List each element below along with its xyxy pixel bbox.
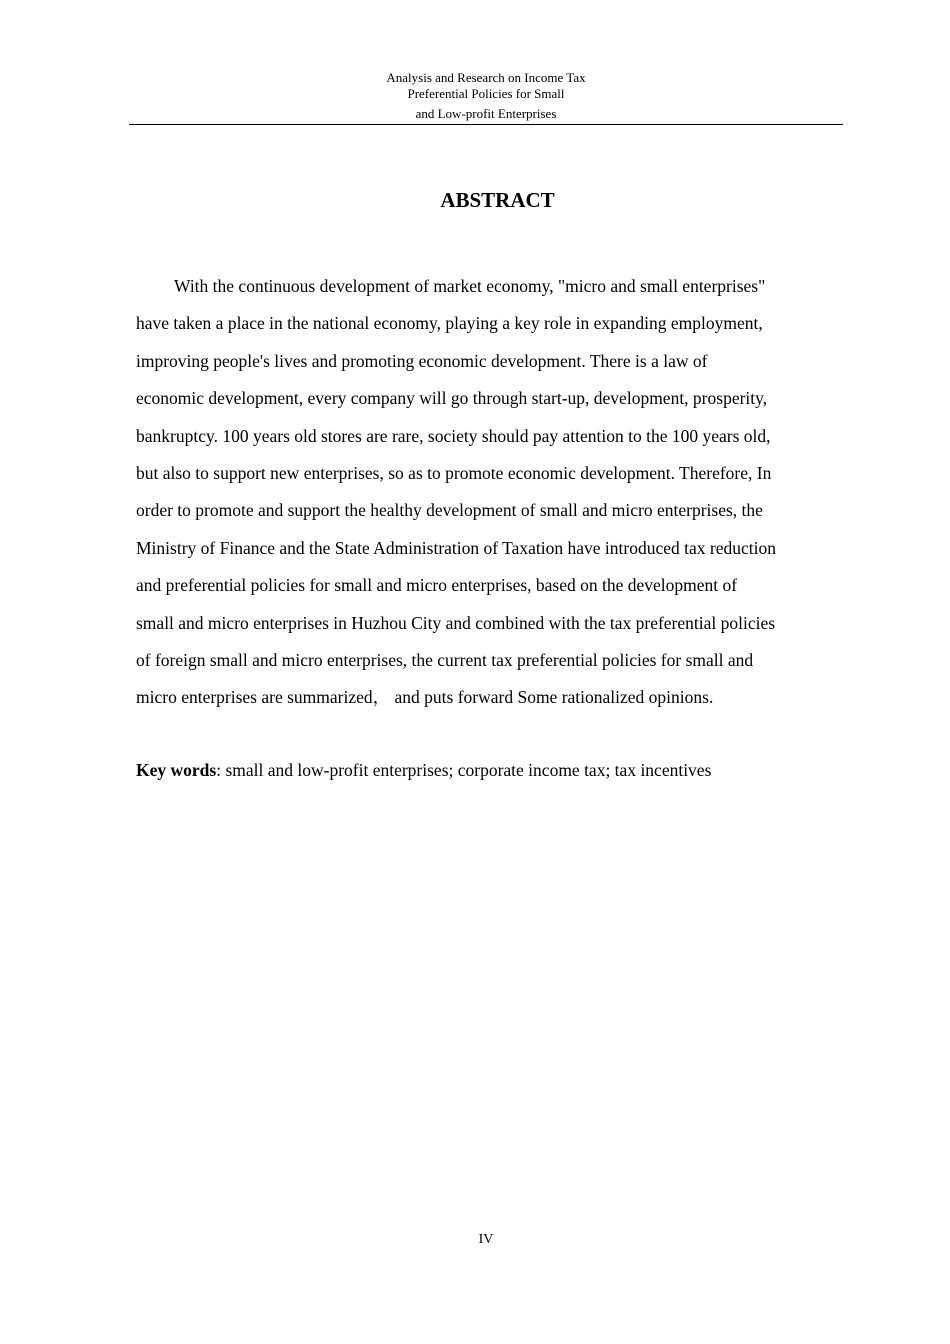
abstract-line: improving people's lives and promoting economic development. There is a law of [136, 350, 708, 371]
header-line: Preferential Policies for Small [407, 86, 565, 101]
abstract-line: and preferential policies for small and micro enterprises, based on the development of [136, 575, 738, 596]
abstract-line: micro enterprises are summarized， and puts forward Some rationalized opinions. [136, 687, 714, 708]
header-line: and Low-profit Enterprises [415, 106, 557, 121]
keywords-text: : small and low-profit enterprises; corporate income tax; tax incentives [216, 760, 712, 780]
abstract-line: have taken a place in the national economy, playing a key role in expanding employment, [136, 313, 763, 334]
header-line: Analysis and Research on Income Tax [386, 70, 586, 85]
page-header [129, 70, 843, 125]
abstract-line: Ministry of Finance and the State Administration of Taxation have introduced tax reduction [136, 537, 776, 558]
keywords-label: Key words [136, 760, 217, 780]
abstract-line: bankruptcy. 100 years old stores are rare, society should pay attention to the 100 years old, [136, 425, 771, 446]
abstract-line: economic development, every company will go through start-up, development, prosperity, [136, 388, 768, 409]
abstract-line: order to promote and support the healthy development of small and micro enterprises, the [136, 500, 763, 521]
page-number: IV [478, 1232, 494, 1247]
abstract-line: but also to support new enterprises, so as to promote economic development. Therefore, In [136, 462, 772, 483]
abstract-title: ABSTRACT [440, 188, 555, 212]
abstract-line: With the continuous development of market economy, "micro and small enterprises" [174, 276, 766, 296]
abstract-body [136, 268, 856, 717]
abstract-line: small and micro enterprises in Huzhou City and combined with the tax preferential policies [136, 612, 776, 633]
abstract-line: of foreign small and micro enterprises, the current tax preferential policies for small and [136, 649, 754, 670]
keywords [136, 752, 711, 789]
